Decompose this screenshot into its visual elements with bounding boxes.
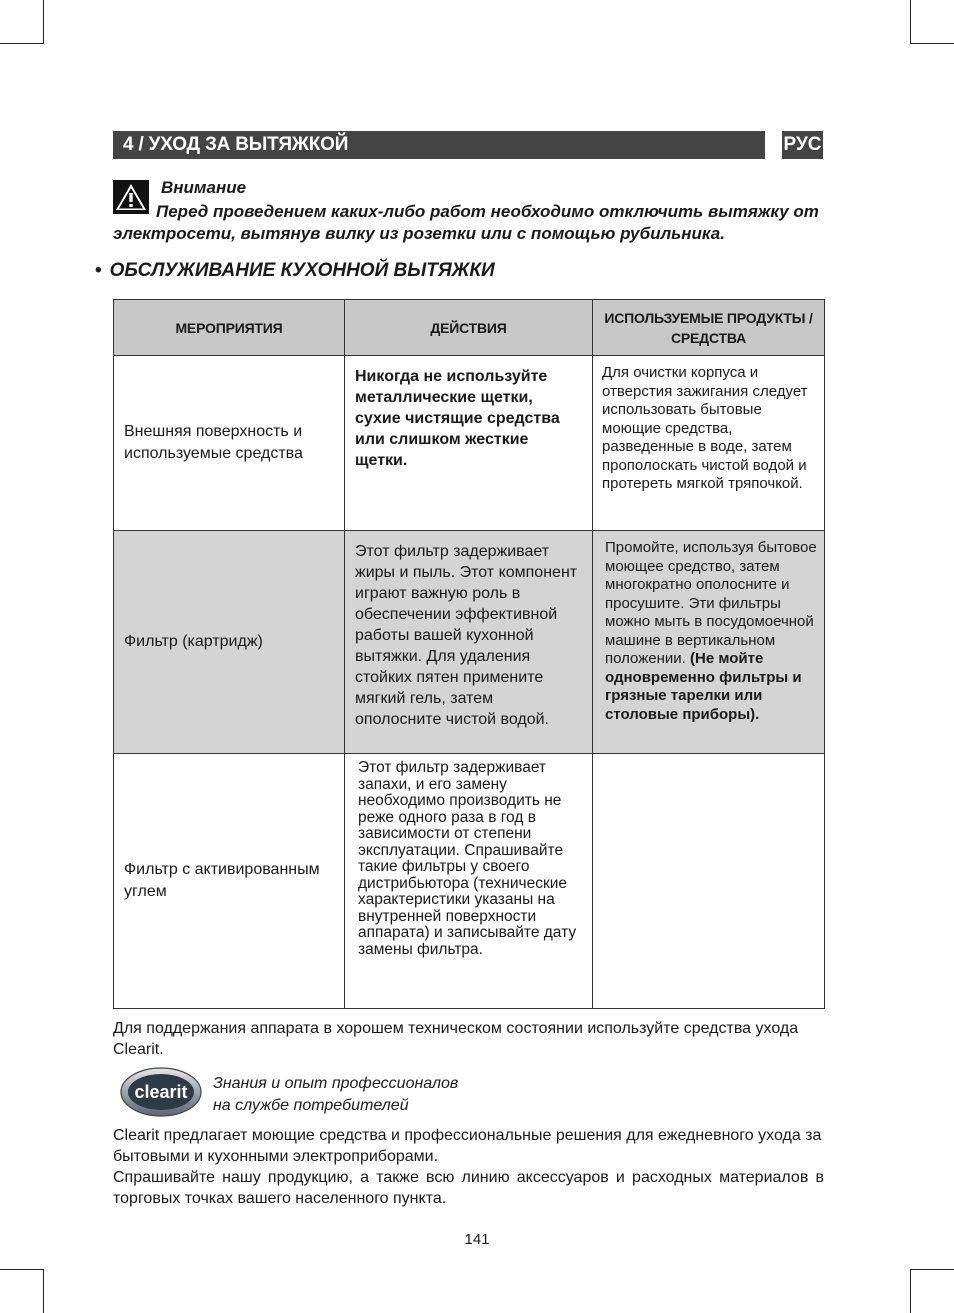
page-number: 141: [464, 1231, 490, 1248]
clearit-tagline: [213, 1073, 458, 1117]
action-cell: Никогда не используйте металлические щетки, сухие чистящие средства или слишком жесткие щетки.: [345, 356, 593, 531]
table-row: [114, 356, 825, 531]
product-cell: [593, 754, 825, 1009]
measure-cell: Внешняя поверхность и используемые средства: [114, 356, 345, 531]
warning-text: Перед проведением каких-либо работ необходимо отключить вытяжку от электросети, вытянув вилку из розетки или с помощью рубильника.: [113, 202, 819, 243]
column-header: МЕРОПРИЯТИЯ: [114, 300, 345, 356]
column-header: ДЕЙСТВИЯ: [345, 300, 593, 356]
product-cell: [593, 356, 825, 531]
clearit-paragraph: Спрашивайте нашу продукцию, а также всю линию аксессуаров и расходных материалов в торговых точках вашего населенного пункта.: [113, 1169, 824, 1207]
column-header: ИСПОЛЬЗУЕМЫЕ ПРОДУКТЫ / СРЕДСТВА: [593, 300, 825, 356]
table-row: [114, 754, 825, 1009]
measure-cell: Фильтр с активированным углем: [114, 754, 345, 1009]
clearit-tagline-line: Знания и опыт профессионалов: [213, 1075, 459, 1092]
maintenance-note: Для поддержания аппарата в хорошем техническом состоянии используйте средства ухода Clearit.: [113, 1020, 799, 1058]
bullet-icon: •: [95, 260, 102, 281]
crop-mark: [43, 1269, 44, 1313]
product-cell: [593, 531, 825, 754]
warning-title: Внимание: [161, 178, 247, 197]
section-header: 4 / УХОД ЗА ВЫТЯЖКОЙ: [113, 131, 765, 159]
crop-mark: [0, 1269, 44, 1270]
product-text: Промойте, используя бытовое моющее средство, затем многократно ополосните и просушите. Эти фильтры можно мыть в посудомоечной машине в вертикальном положении.: [605, 539, 817, 667]
crop-mark: [910, 1269, 954, 1270]
table-row: [114, 531, 825, 754]
crop-mark: [910, 1269, 911, 1313]
crop-mark: [0, 43, 44, 44]
action-cell: Этот фильтр задерживает запахи, и его замену необходимо производить не реже одного раза в год в зависимости от степени эксплуатации. Спрашивайте такие фильтры у своего дистрибьютора (технические характеристики указаны на внутренней поверхности аппарата) и записывайте дату замены фильтра.: [345, 754, 593, 1009]
clearit-tagline-line: на службе потребителей: [213, 1097, 409, 1114]
section-title: [95, 260, 495, 282]
action-cell: Этот фильтр задерживает жиры и пыль. Этот компонент играют важную роль в обеспечении эффективной работы вашей кухонной вытяжки. Для удаления стойких пятен примените мягкий гель, затем ополосните чистой водой.: [345, 531, 593, 754]
measure-cell: Фильтр (картридж): [114, 531, 345, 754]
maintenance-table: [113, 299, 825, 1009]
section-title-text: ОБСЛУЖИВАНИЕ КУХОННОЙ ВЫТЯЖКИ: [109, 260, 495, 281]
product-warning-text: (Не мойте одновременно фильтры и грязные тарелки или столовые приборы).: [605, 650, 802, 723]
product-text: Для очистки корпуса и отверстия зажигания следует использовать бытовые моющие средства, разведенные в воде, затем прополоскать чистой водой и протереть мягкой тряпочкой.: [602, 364, 808, 492]
clearit-logo-text: clearit: [134, 1082, 188, 1102]
language-badge: РУС: [782, 131, 823, 159]
clearit-paragraph: Clearit предлагает моющие средства и профессиональные решения для ежедневного ухода за бытовыми и кухонными электроприборами.: [113, 1127, 822, 1165]
crop-mark: [910, 0, 911, 44]
table-header-row: [114, 300, 825, 356]
crop-mark: [43, 0, 44, 44]
clearit-logo-icon: [120, 1067, 202, 1117]
crop-mark: [910, 43, 954, 44]
